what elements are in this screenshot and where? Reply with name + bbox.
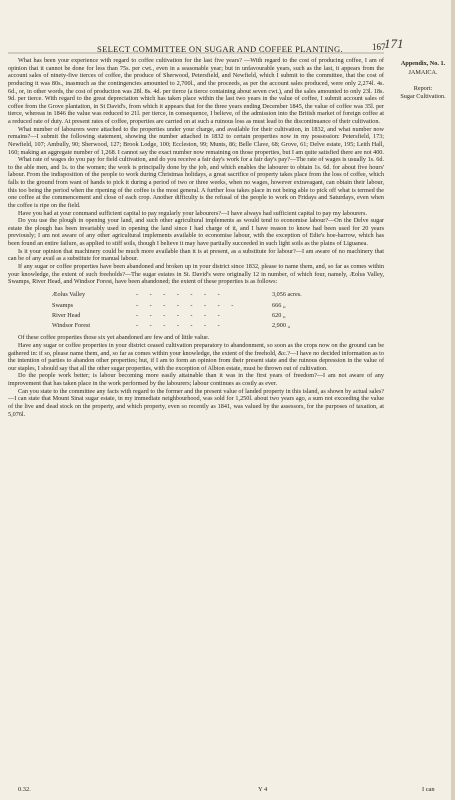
estate-list [52, 290, 332, 332]
estate-acres: 620 „ [272, 311, 286, 319]
estate-row [52, 300, 332, 310]
paragraph: What number of labourers were attached to the properties under your charge, and available for their cultivation, in 1832, and what number now remains?—I submit the following statement, showing the number attached in 1832 to certain properties now in my possession: Petersfield, 173; Newfield, 107; Ambully, 90; Sherwood, 127; Brook Lodge, 100; Eccleston, 99; Munts, 86; Belle Clave, 68; Grove, 61; Delve estate, 195; Leith Hall, 160; making an aggregate number of 1,268. I cannot say the exact number now remaining on those properties, but I am quite satisfied there are not 400. [8, 125, 384, 156]
page-header-title: SELECT COMMITTEE ON SUGAR AND COFFEE PLANTING. [97, 44, 343, 54]
estate-acres: 3,056 acres. [272, 291, 302, 299]
estate-name: Æolus Valley [52, 291, 86, 299]
paragraph: Can you state to the committee any facts with regard to the former and the present value of landed property in this island, as shown by actual sales?—I can state that Mount Sinai sugar estate, in my immediate neighbourhood, was sold for 1,250l. about two years ago, a sum not exceeding the value of the live and dead stock on the property, and which property, even so recently as 1841, was valued by the assessors, for the purposes of taxation, at 5,076l. [8, 387, 384, 418]
leader-dots: - - - - - - - [136, 291, 225, 299]
estate-row [52, 321, 332, 331]
paragraph: What has been your experience with regard to coffee cultivation for the last five years? —With regard to the cost of producing coffee, I am of opinion that it cannot be done for less than 75s. per cwt., even in a seasonable year; but in unfavourable years, such as the last, it appears from the account sales of ninety-five tierces of coffee, the produce of Sherwood, Petersfield, and Newfield, which I submit to the committee, that the cost of producing it was 80s., inasmuch as the contingencies amounted to 2,700l., and the proceeds, as per the account sales produced, were only 2,274l. 4s. 6d., or, in other words, the cost of production was 28l. 8s. 4d. per tierce (a tierce containing about seven cwt.), and the sales amounted to only 23l. 18s. 9d. per tierce. With regard to the great depreciation which has taken place within the last two years in the value of coffee, I submit account sales of coffee from the Grove plantation, in St David's, from which it appears that for the three years ending December 1845, the value of coffee was 35l. per tierce, whereas in 1846 the value was reduced to 21l. per tierce, in consequence, I believe, of the admission into the British market of foreign coffee at a reduced rate of duty. At present rates of coffee, properties are carried on at such a ruinous loss as must lead to the discontinuance of their cultivation. [8, 57, 384, 125]
handwritten-page-number: 171 [384, 36, 404, 51]
body-text [8, 57, 384, 418]
paragraph: Do you use the plough in opening your land, and such other agricultural implements as would tend to economise labour?—On the Delve sugar estate the plough has been invariably used in opening the land since I had charge of it, and I have reason to know had been used for 20 years previously; I am not aware of any other agricultural implements available to economise labour, with the exception of Edie's hoe-harrow, which has been found an entire failure, as applied to stiff soils, though I believe it may have partially succeeded in such light soils as the plains of Liguanea. [8, 217, 384, 247]
paragraph: Have you had at your command sufficient capital to pay regularly your labourers?—I have always had sufficient capital to pay my labourers. [18, 209, 367, 217]
estate-acres: 666 „ [272, 301, 286, 309]
paragraph: If any sugar or coffee properties have been abandoned and broken up in your district since 1832, please to name them, and, so far as comes within your knowledge, the extent of such freeholds?—The sugar estates in St. David's were originally 12 in number, of which four, namely, Æolus Valley, Swamps, River Head, and Windsor Forest, have been abandoned; the extent of these properties is as follows: [8, 262, 384, 286]
leader-dots: - - - - - - - - [136, 301, 239, 309]
leader-dots: - - - - - - - [136, 311, 225, 319]
page-number: 167 [372, 42, 386, 52]
footer-next-word: I can [422, 786, 435, 793]
margin-note-report: Report: [413, 85, 433, 92]
estate-row [52, 311, 332, 321]
estate-name: Swamps [52, 301, 73, 309]
paragraph: Of these coffee properties those six yet abandoned are few and of little value. [18, 334, 210, 342]
margin-note-jamaica: JAMAICA. [408, 69, 438, 76]
estate-name: River Head [52, 311, 81, 319]
footer-catchword: Y 4 [258, 786, 268, 793]
paragraph: Is it your opinion that machinery could be much more available than it is at present, as a substitute for labour?—I am aware of no machinery that can be of any avail as a substitute for manual labour. [8, 247, 384, 263]
page-edge [451, 0, 455, 800]
paragraph: Do the people work better; is labour becoming more easily attainable than it was in the first years of freedom?—I am not aware of any improvement that has taken place in the work performed by the labourers; labour continues as costly as ever. [8, 372, 384, 388]
margin-note-sugar-cultivation: Sugar Cultivation. [400, 93, 446, 100]
estate-acres: 2,900 „ [272, 322, 291, 330]
paragraph: Have any sugar or coffee properties in your district ceased cultivation preparatory to abandonment, so soon as the crops now on the ground can be gathered in: if so, please name them, and, so far as comes within your knowledge, the extent of the freehold, &c.?—I have no decided information as to the intention of parties to abandon other properties; but, if I am to form an opinion from their present state and the ruinous depression in the value of our staples, I should say that all the other sugar properties, with the exception of Albion estate, must be thrown out of cultivation. [8, 341, 384, 372]
footer-signature: 0.32. [18, 786, 31, 793]
paragraph: What rate of wages do you pay for field cultivation, and do you receive a fair day's work for a fair day's pay?—The rate of wages is usually 1s. 6d. to the able men, and 1s. to the women; the work is principally done by the job, and which enables the labourer to obtain 1s. 6d. for about five hours' labour. From the indisposition of the people to work during Christmas holidays, a great sacrifice of property takes place from the loss of coffee, which falls to the ground from want of hands to pick it during a period of two or three weeks, when no wages, however extravagant, can obtain their labour, this too being the period when the ripening of the coffee is the most general. A further loss takes place in not being able to pick off what is termed the one coffee at the commencement and close of each crop. Another difficulty is the refusal of the people to work on Fridays and Saturdays, even when the coffee is ripe on the field. [8, 156, 384, 209]
margin-note-appendix: Appendix, No. 1. [400, 60, 446, 67]
estate-row [52, 290, 332, 300]
leader-dots: - - - - - - - [136, 322, 225, 330]
estate-name: Windsor Forest [52, 322, 91, 330]
